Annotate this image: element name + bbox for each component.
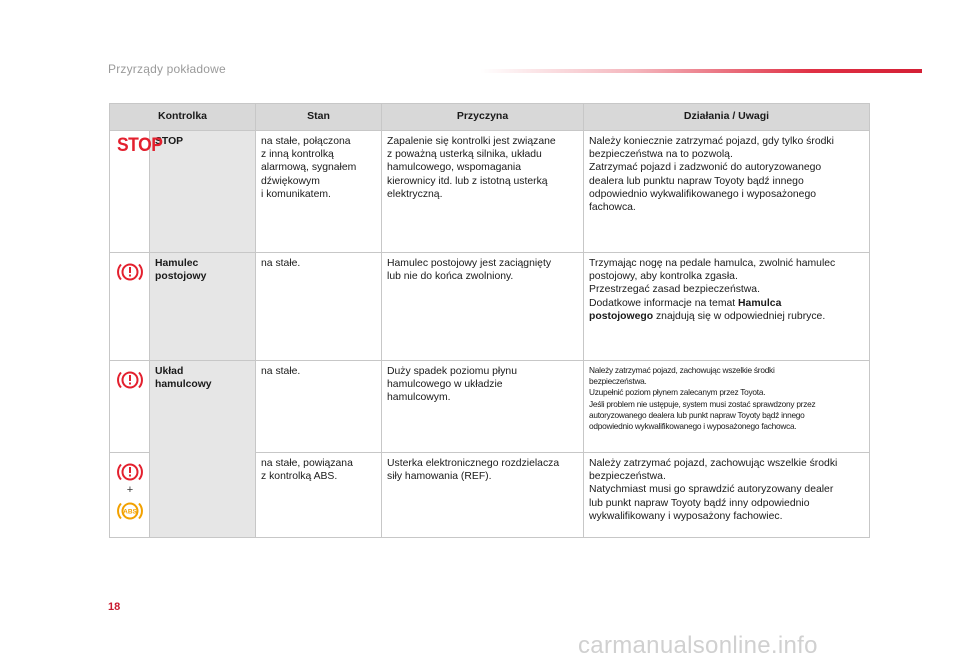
icon-cell	[110, 453, 150, 538]
table-header-row	[110, 104, 870, 131]
cause-text: Duży spadek poziomu płynu hamulcowego w układzie hamulcowym.	[382, 361, 584, 453]
state-text: na stałe, powiązana z kontrolką ABS.	[256, 453, 382, 538]
brake-warning-icon	[115, 369, 145, 391]
action-text: Trzymając nogę na pedale hamulca, zwolnić hamulec postojowy, aby kontrolka zgasła. Przestrzegać zasad bezpieczeństwa. Dodatkowe informacje na temat Hamulca postojowego znajdują się w odpowiedniej rubryce.	[584, 253, 870, 361]
icon-cell	[110, 131, 163, 253]
watermark-text: carmanualsonline.info	[578, 632, 818, 659]
icon-cell	[110, 253, 150, 361]
icon-cell	[110, 361, 150, 453]
warning-lights-table	[109, 103, 870, 538]
column-header-stan: Stan	[256, 104, 382, 131]
plus-sign: +	[126, 484, 134, 496]
page-header: Przyrządy pokładowe	[108, 62, 226, 76]
action-text: Należy zatrzymać pojazd, zachowując wszelkie środki bezpieczeństwa. Uzupełnić poziom płynem zalecanym przez Toyota. Jeśli problem nie ustępuje, system musi zostać sprawdzony przez autoryzowanego dealera lub punkt napraw Toyoty bądź innego odpowiednio wykwalifikowanego i wyposażonego fachowca.	[584, 361, 870, 453]
action-text: Należy koniecznie zatrzymać pojazd, gdy tylko środki bezpieczeństwa na to pozwolą. Zatrzymać pojazd i zadzwonić do autoryzowanego dealera lub punktu napraw Toyoty bądź innego odpowiednio wykwalifikowanego i wyposażonego fachowca.	[584, 131, 870, 253]
stop-warning-icon: STOP	[116, 135, 163, 156]
cause-text: Hamulec postojowy jest zaciągnięty lub nie do końca zwolniony.	[382, 253, 584, 361]
abs-warning-icon	[115, 500, 145, 522]
state-text: na stałe.	[256, 253, 382, 361]
column-header-kontrolka: Kontrolka	[110, 104, 256, 131]
column-header-przyczyna: Przyczyna	[382, 104, 584, 131]
action-text: Należy zatrzymać pojazd, zachowując wszelkie środki bezpieczeństwa. Natychmiast musi go sprawdzić autoryzowany dealer lub punkt napraw Toyoty bądź inny odpowiednio wykwalifikowany i wyposażony fachowiec.	[584, 453, 870, 538]
cause-text: Usterka elektronicznego rozdzielacza siły hamowania (REF).	[382, 453, 584, 538]
bold-reference: Hamulca postojowego	[589, 297, 782, 322]
page-number: 18	[108, 601, 121, 613]
lamp-name: STOP	[150, 131, 256, 253]
brake-warning-icon	[115, 261, 145, 283]
lamp-name: Hamulec postojowy	[150, 253, 256, 361]
lamp-name: Układ hamulcowy	[150, 361, 256, 538]
state-text: na stałe.	[256, 361, 382, 453]
table-row	[110, 253, 870, 361]
state-text: na stałe, połączona z inną kontrolką alarmową, sygnałem dźwiękowym i komunikatem.	[256, 131, 382, 253]
header-accent-line	[480, 69, 922, 73]
table-row	[110, 131, 870, 253]
brake-warning-icon	[115, 461, 145, 483]
cause-text: Zapalenie się kontrolki jest związane z poważną usterką silnika, układu hamulcowego, wspomagania kierownicy itd. lub z istotną usterką elektryczną.	[382, 131, 584, 253]
svg-text:ABS: ABS	[123, 508, 137, 516]
table-row	[110, 361, 870, 453]
column-header-dzialania: Działania / Uwagi	[584, 104, 870, 131]
